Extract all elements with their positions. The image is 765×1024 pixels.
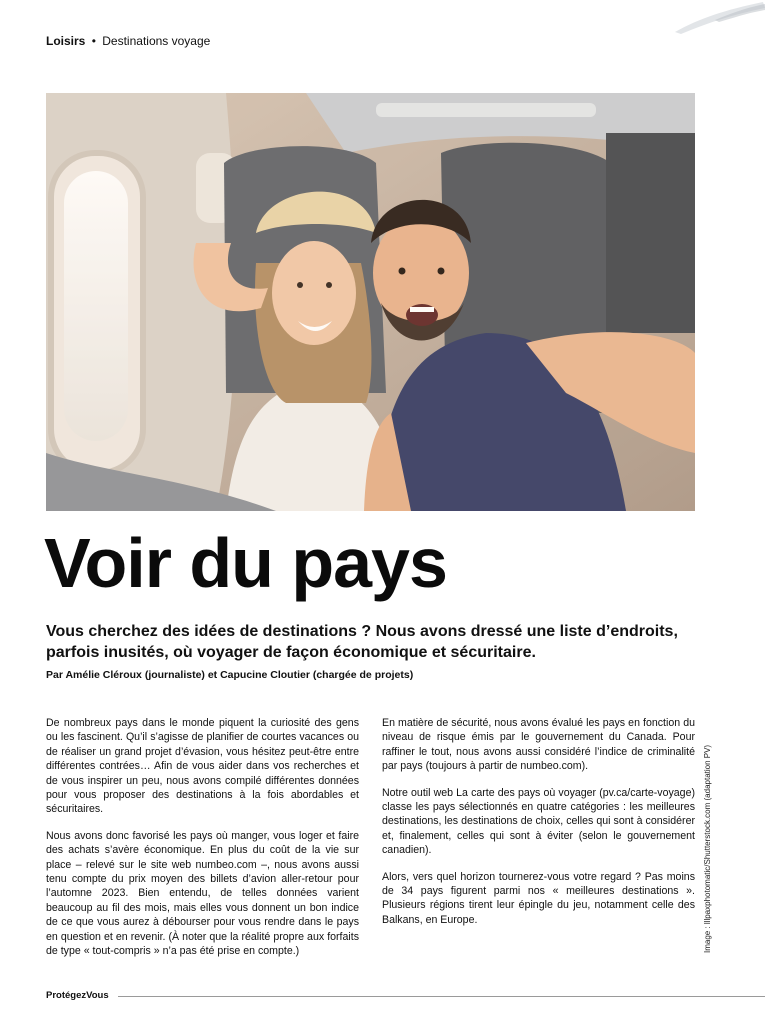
body-column-right [382, 716, 695, 939]
article-title: Voir du pays [44, 524, 447, 602]
corner-ink-smudge [655, 0, 765, 40]
section-rubric [46, 34, 210, 48]
body-paragraph: Nous avons donc favorisé les pays où manger, vous loger et faire des achats s’avère économique. En plus du coût de la vie sur place – relevé sur le site web numbeo.com –, nous avons aussi tenu compte du prix moyen des billets d’avion aller-retour pour l’automne 2023. Bien entendu, de telles données varient beaucoup au fil des mois, mais elles vous donnent un bon indice de ce que vous aurez à débourser pour vous rendre dans le pays en question et en revenir. (À noter que la réalité propre aux forfaits de type « tout-compris » n’a pas été prise en compte.) [46, 829, 359, 958]
footer-brand-logo: ProtégezVous [46, 990, 109, 1001]
body-paragraph: En matière de sécurité, nous avons évalué les pays en fonction du niveau de risque émis par le gouvernement du Canada. Pour raffiner le tout, nous avons aussi considéré l’indice de criminalité par pays (toujours à partir de numbeo.com). [382, 717, 695, 773]
body-column-left [46, 716, 359, 971]
section-name: Loisirs [46, 34, 86, 48]
body-paragraph: De nombreux pays dans le monde piquent la curiosité des gens ou les fascinent. Qu’il s’agisse de planifier de courtes vacances ou de réaliser un grand projet d’évasion, vous hésitez peut-être entre différentes contrées… Afin de vous aider dans vos recherches et de vous inspirer un peu, nous avons compilé différentes données pour vous proposer des destinations à la fois abordables et sécuritaires. [46, 717, 359, 816]
airplane-selfie-illustration [46, 93, 695, 511]
photo-credit: Image : lllpaxphotomatic/Shutterstock.com (adaptation PV) [703, 744, 712, 953]
article-byline: Par Amélie Cléroux (journaliste) et Capucine Cloutier (chargée de projets) [46, 669, 414, 681]
article-dek: Vous cherchez des idées de destinations ? Nous avons dressé une liste d’endroits, parfois inusités, où voyager de façon économique et sécuritaire. [46, 623, 678, 661]
subsection-name: Destinations voyage [102, 34, 211, 48]
rubric-bullet: • [91, 34, 96, 48]
hero-photo [46, 93, 695, 511]
body-paragraph: Notre outil web La carte des pays où voyager (pv.ca/carte-voyage) classe les pays sélectionnés en quatre catégories : les meilleures destinations, les destinations de choix, celles qui sont à considérer et, finalement, celles qui sont à éviter (selon le gouvernement canadien). [382, 786, 695, 857]
body-paragraph: Alors, vers quel horizon tournerez-vous votre regard ? Pas moins de 34 pays figurent parmi nos « meilleures destinations ». Plusieurs régions tirent leur épingle du jeu, notamment celle des Balkans, en Europe. [382, 870, 695, 926]
footer-divider [118, 996, 765, 997]
